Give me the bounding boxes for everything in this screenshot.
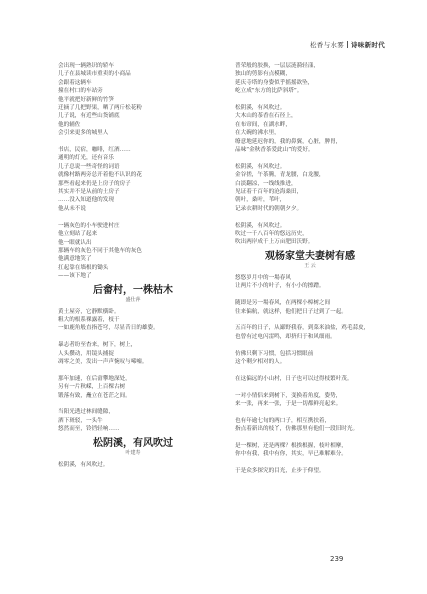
poem-line: 他从未不说 [58, 205, 86, 212]
poem-line: 一对小情侣来到树下，变换着角度，姿势， [235, 392, 342, 399]
poem-line: 迁摘了几把野果，晒了两斤松花粉 [58, 105, 142, 112]
poem-line: 悠悠岁月中的一場春风 [235, 274, 291, 281]
poem-line: 指点着新出的枝丫，仿佛那里有他们一段旧时光。 [235, 426, 359, 433]
poem-line: 普荣般的胶换，一层层涟漪轻漾， [235, 63, 319, 69]
poem-line: 缭意地延迟你的，我的鼻翼，心脏，脾胃， [235, 138, 342, 145]
poem-line: 白淡翻凉，一线线推进， [235, 180, 297, 187]
poem-line: 也有年逾七旬的两口子，相互携扶着， [235, 417, 331, 424]
poem-line: 随即是另一場春风，在两棵小樟树之间 [235, 300, 331, 307]
stanza-gap [58, 400, 208, 408]
stanza-gap [58, 138, 208, 146]
poem-line: 书店，民宿，咖啡，红酒…… [58, 147, 131, 154]
poem-line: 金谷搓，午茶腾，青龙腰，白龙腰， [235, 172, 325, 179]
poem-line: 五百年的日子，从鄙野我春，到菜米油盐，鸡毛蒜皮， [235, 325, 370, 332]
poem-line: 他一眼就认出 [58, 239, 92, 246]
poem-line: 另有一片秋嵘，上百棵古树 [58, 384, 126, 391]
poem-line: 人头攒动，用镜头捕捉 [58, 350, 114, 357]
poem-line: 通明的灯光，还有音乐 [58, 155, 114, 162]
stanza-gap [235, 154, 385, 162]
poem-author: 王 云 [304, 262, 316, 269]
poem-line: 大木山的茶香在石径上， [235, 113, 297, 120]
poem-title: 观杨家堂夫妻树有感 [265, 250, 355, 262]
stanza-gap [235, 96, 385, 104]
running-header [0, 40, 385, 49]
left-column [58, 62, 208, 469]
poem-line: 一如鹿角般直指苍穹，尽显昔日的雄姿。 [58, 325, 159, 332]
poem-line: 松阴溪，有风吹过。 [235, 163, 286, 170]
poem-line: 会跟着这辆车 [58, 79, 92, 86]
poem-line: 那些看起来仍是上房子的房子 [58, 180, 131, 187]
page-number: 239 [330, 555, 344, 563]
poem-line: 在布帘间，在湖水畔， [235, 121, 291, 128]
poem-line: ——该下地了 [58, 273, 92, 280]
stanza-gap [235, 434, 385, 442]
poem-line: 他平就把好新鲜的竹笋 [58, 96, 114, 103]
stanza-gap [235, 316, 385, 324]
header-divider [347, 41, 348, 48]
poem-line: 见证着千百年的沧海桑田， [235, 189, 303, 196]
stanza-gap [235, 366, 385, 374]
poem-line: 他的辅佐 [58, 121, 81, 128]
poem-line: 让两片不小的叶子，有小小的擦蹭。 [235, 283, 325, 290]
poem-line: 松阴溪，有风吹过。 [235, 105, 286, 112]
poem-line: 延庆寺塔的身姿似乎摇摇欲坠， [235, 79, 314, 86]
poem-line: 他立刻站了起来 [58, 231, 98, 238]
poem-line: 屹立成“东方的比萨斜塔”。 [235, 88, 303, 95]
poem-line: 那辆车的灰色不同于其他车的灰色 [58, 247, 142, 254]
stanza-gap [235, 213, 385, 221]
stanza-gap [235, 408, 385, 416]
poem-line: 是一棵树，还是两棵？根挨根握，枝叶相摩， [235, 442, 347, 449]
poem-line: 凋零之美，发出一声声惋叹与唏嘘。 [58, 358, 148, 365]
poem-line: 会出现一辆熟识的轿车 [58, 63, 114, 69]
poem-line: 就像村路两旁总开着他不认识的花 [58, 172, 142, 179]
poem-title: 松阴溪，有风吹过 [93, 437, 173, 449]
poem-author: 叶建寿 [125, 449, 141, 456]
poem-line: 黄土屋旁，它静默横卧。 [58, 308, 120, 315]
poem-line: 其实并不是从前的土房子 [58, 189, 120, 196]
poem-line: 松阴溪，有风吹过。 [235, 222, 286, 229]
poem-line: 儿子在县城读市重卖的小商品 [58, 71, 131, 78]
poem-line: 这个剩夕相对的人。 [235, 358, 286, 365]
poem-line: 吹过一千八百年的悠远历史， [235, 231, 308, 238]
poem-line: 那年加速，在后畲攀地深处， [58, 375, 131, 382]
poem-line: 于是众多探究的目光，止步于仰望。 [235, 468, 325, 475]
poem-line: 悠然而至，铃铛轻响…… [58, 426, 120, 433]
poem-line: 也曾有过电闪雷鸣，却挤归于和风细雨。 [235, 333, 336, 340]
poem-author: 盛仕萍 [125, 296, 141, 303]
poem-line: 记录衣耕时代的朝朝夕夕。 [235, 205, 303, 212]
poem-line: 扛起靠在墙根的锄头 [58, 264, 109, 271]
stanza-gap [58, 366, 208, 374]
header-left: 松香与水雾 [310, 41, 344, 49]
poem-line: 你中有我，我中有你，其实，早已难解难分。 [235, 451, 347, 458]
stanza-gap [58, 333, 208, 341]
poem-line: 粗大的根系裸露着，枝干 [58, 316, 120, 323]
poem-line: 朝叶，桑叶，苇叶， [235, 197, 286, 204]
poem-line: 在这偏远的小山村，日子也可以过得枝繁叶茂。 [235, 375, 353, 382]
stanza-gap [235, 383, 385, 391]
poem-line: 吹出两岸成千上万亩肥田沃野。 [235, 239, 314, 246]
poem-line: 会引来更多的城里人 [58, 130, 109, 137]
stanza-gap [235, 291, 385, 299]
stanza-gap [235, 341, 385, 349]
poem-line: 撞在村口的车站旁 [58, 88, 103, 95]
poem-line: 独山的剪影有点模糊， [235, 71, 291, 78]
poem-title: 后畲村，一株枯木 [93, 284, 173, 296]
poem-line: 儿子说，有近些山货铺底 [58, 113, 120, 120]
poem-line: 松阴溪，有风吹过。 [58, 461, 109, 468]
poem-line: 来一张，再来一张，于是一切都鲜亮起来。 [235, 400, 342, 407]
poem-line: 暴志者纷至杳来，树下，树上， [58, 342, 137, 349]
poem-line: 他满意地笑了 [58, 256, 92, 263]
poem-line: 在大碗的沸水里， [235, 130, 280, 137]
poem-line: 一辆灰色的小车驶进村庄 [58, 222, 120, 229]
poem-line: 仿佛只剩下习惯，包括习惯眼前 [235, 350, 314, 357]
poem-line: 品味“金秋香茶爱此山”的爱好。 [235, 147, 314, 154]
poem-line: 儿子总说一些奇怪的词语 [58, 163, 120, 170]
poem-line: 锻落有致，矗立在苍茫之间。 [58, 392, 131, 399]
poem-line: ……没入知道他的发现 [58, 197, 114, 204]
poem-line: 往来偏航，就这样，他们把日子过到了一起。 [235, 308, 347, 315]
header-right: 诗味新时代 [351, 41, 385, 49]
poem-line: 当阳光透过林间缝隙， [58, 409, 114, 416]
right-column [235, 62, 385, 476]
stanza-gap [235, 459, 385, 467]
poem-line: 洒下斑驳，一头牛 [58, 417, 103, 424]
stanza-gap [58, 213, 208, 221]
